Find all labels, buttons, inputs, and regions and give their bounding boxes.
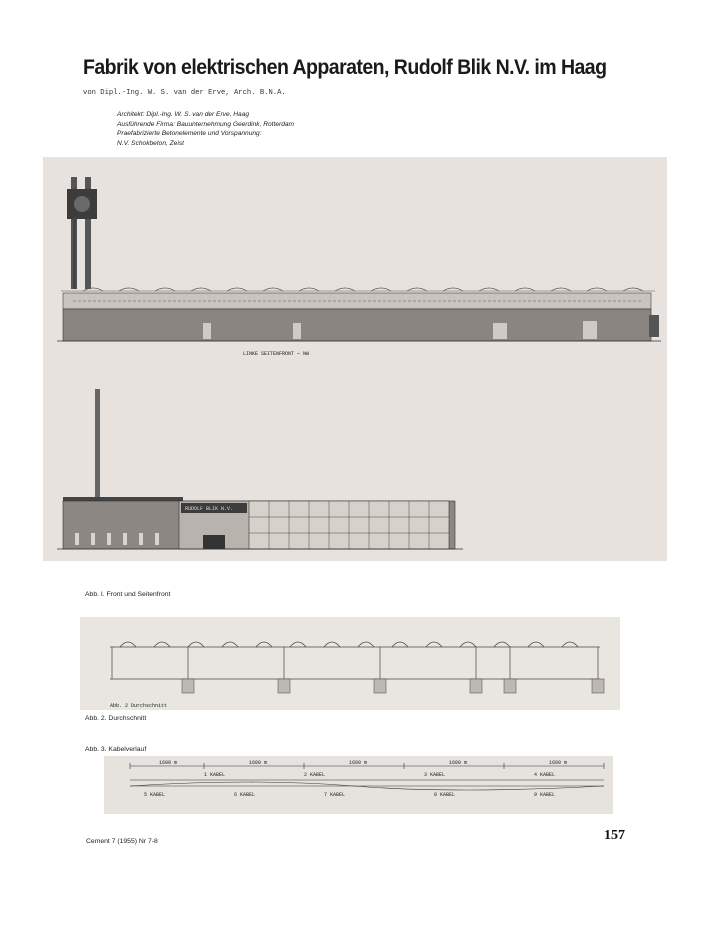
credit-prefab-company: N.V. Schokbeton, Zeist — [117, 140, 184, 148]
figure-2-caption: Abb. 2. Durchschnitt — [85, 715, 147, 722]
cable-label-3: 3 KABEL — [424, 772, 446, 778]
credit-contractor: Ausführende Firma: Bauunternehmung Geerdink, Rotterdam — [117, 120, 295, 128]
figure-cable-layout — [104, 756, 613, 814]
cable-label-7: 7 KABEL — [324, 792, 346, 798]
elevation-label-upper: LINKE SEITENFRONT — NW — [243, 351, 310, 357]
credit-prefab: Praefabrizierte Betonelemente und Vorspannung: — [117, 130, 262, 138]
figure-3-caption: Abb. 3. Kabelverlauf — [85, 746, 147, 753]
cable-label-6: 6 KABEL — [234, 792, 256, 798]
dim-4: 1600 m — [449, 760, 468, 766]
cable-label-5: 5 KABEL — [144, 792, 166, 798]
page-title: Fabrik von elektrischen Apparaten, Rudolf Blik N.V. im Haag — [83, 56, 607, 79]
cable-drawing — [104, 756, 613, 814]
page-number: 157 — [604, 828, 625, 843]
section-drawing-label: Abb. 2 Durchschnitt — [110, 703, 168, 709]
elevation-drawing — [43, 157, 667, 561]
cable-label-8: 8 KABEL — [434, 792, 456, 798]
dim-2: 1600 m — [249, 760, 268, 766]
section-drawing — [80, 617, 620, 710]
credit-architect: Architekt: Dipl.-Ing. W. S. van der Erve, Haag — [117, 111, 250, 118]
figure-elevations — [43, 157, 667, 561]
cable-label-2: 2 KABEL — [304, 772, 326, 778]
dim-1: 1600 m — [159, 760, 178, 766]
cable-label-4: 4 KABEL — [534, 772, 556, 778]
cable-label-9: 9 KABEL — [534, 792, 556, 798]
dim-5: 1600 m — [549, 760, 568, 766]
author-byline: von Dipl.-Ing. W. S. van der Erve, Arch. B.N.A. — [83, 89, 286, 97]
figure-section — [80, 617, 620, 710]
facade-sign: RUDOLF BLIK N.V. — [185, 506, 234, 512]
figure-1-caption: Abb. I. Front und Seitenfront — [85, 591, 171, 598]
journal-citation: Cement 7 (1955) Nr 7-8 — [86, 838, 158, 845]
cable-label-1: 1 KABEL — [204, 772, 226, 778]
credits-block — [117, 110, 294, 149]
dim-3: 1600 m — [349, 760, 368, 766]
